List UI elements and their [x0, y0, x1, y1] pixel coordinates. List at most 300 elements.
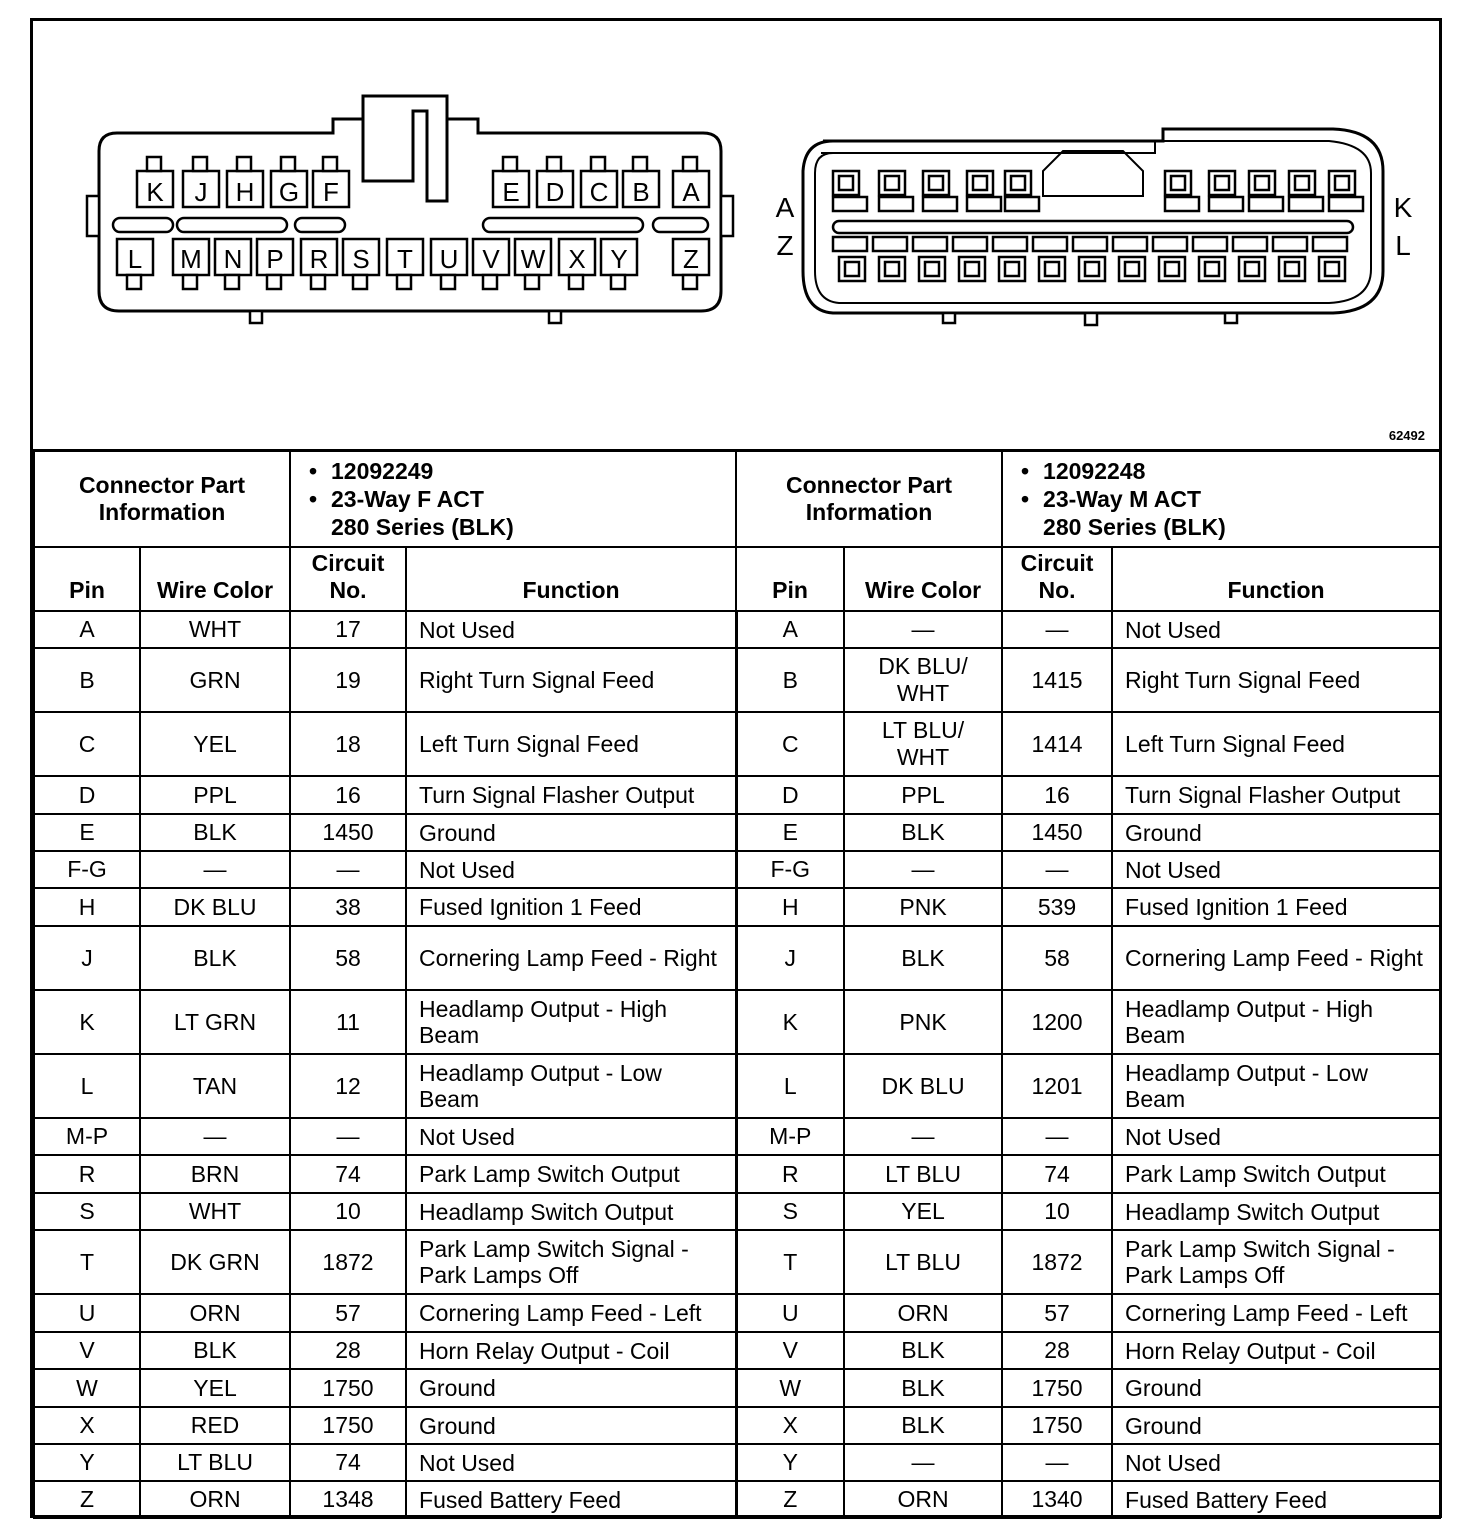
female-pin-latch	[611, 275, 625, 289]
connector-diagram	[33, 21, 1439, 452]
male-pin	[839, 176, 853, 190]
function-cell: Cornering Lamp Feed - Right	[406, 926, 736, 990]
function-cell: Not Used	[1112, 1444, 1440, 1481]
male-pin-slot	[1193, 237, 1227, 251]
circuit-cell: —	[1002, 611, 1112, 648]
wire-color-cell: BLK	[844, 1332, 1002, 1369]
table-row	[34, 851, 1440, 888]
pin-cell: M-P	[34, 1118, 140, 1155]
male-pin-slot	[993, 237, 1027, 251]
wire-color-cell: —	[844, 611, 1002, 648]
pin-cell: F-G	[34, 851, 140, 888]
divider-slot	[483, 218, 643, 232]
pin-cell: V	[736, 1332, 844, 1369]
table-row	[34, 1407, 1440, 1444]
right-part-info: • 12092248 • 23-Way M ACT 280 Series (BLK)	[1002, 450, 1440, 547]
circuit-cell: 1872	[1002, 1230, 1112, 1294]
table-row	[34, 814, 1440, 851]
function-cell: Headlamp Output - High Beam	[1112, 990, 1440, 1054]
wire-color-cell: —	[140, 851, 290, 888]
pin-cell: Z	[736, 1481, 844, 1518]
circuit-cell: 1201	[1002, 1054, 1112, 1118]
wire-color-cell: YEL	[844, 1193, 1002, 1230]
female-pin-latch	[525, 275, 539, 289]
wire-color-cell: DK BLU	[844, 1054, 1002, 1118]
male-pin	[1335, 176, 1349, 190]
circuit-cell: 1348	[290, 1481, 406, 1518]
divider-slot	[113, 218, 173, 232]
circuit-cell: 539	[1002, 888, 1112, 926]
circuit-cell: 17	[290, 611, 406, 648]
pin-label: E	[502, 177, 520, 207]
pin-label: K	[146, 177, 164, 207]
male-pin	[1255, 176, 1269, 190]
pin-cell: M-P	[736, 1118, 844, 1155]
pin-label: V	[482, 244, 500, 274]
pin-cell: D	[34, 776, 140, 814]
wire-color-cell: LT BLU/ WHT	[844, 712, 1002, 776]
connector-sheet	[30, 18, 1442, 1518]
function-cell: Fused Ignition 1 Feed	[1112, 888, 1440, 926]
table-row	[34, 990, 1440, 1054]
pin-label: J	[194, 177, 208, 207]
function-cell: Park Lamp Switch Signal - Park Lamps Off	[406, 1230, 736, 1294]
pin-label: W	[520, 244, 546, 274]
table-row	[34, 611, 1440, 648]
pin-label: B	[632, 177, 650, 207]
function-cell: Fused Battery Feed	[1112, 1481, 1440, 1518]
wire-color-cell: ORN	[140, 1481, 290, 1518]
left-part-info: • 12092249 • 23-Way F ACT 280 Series (BLK)	[290, 450, 736, 547]
col-circuit-left: Circuit No.	[290, 547, 406, 611]
female-pin-latch	[353, 275, 367, 289]
circuit-cell: 19	[290, 648, 406, 712]
function-cell: Park Lamp Switch Output	[406, 1155, 736, 1193]
function-cell: Not Used	[406, 1444, 736, 1481]
male-pin	[1205, 262, 1219, 276]
circuit-cell: —	[290, 851, 406, 888]
male-pin	[929, 176, 943, 190]
circuit-cell: 1750	[1002, 1369, 1112, 1407]
circuit-cell: 1750	[290, 1369, 406, 1407]
female-pin-latch	[311, 275, 325, 289]
wire-color-cell: LT BLU	[844, 1155, 1002, 1193]
function-cell: Left Turn Signal Feed	[1112, 712, 1440, 776]
pin-cell: E	[736, 814, 844, 851]
female-pin-latch	[237, 157, 251, 171]
function-cell: Fused Ignition 1 Feed	[406, 888, 736, 926]
col-wire-left: Wire Color	[140, 547, 290, 611]
circuit-cell: 1200	[1002, 990, 1112, 1054]
wire-color-cell: —	[844, 851, 1002, 888]
female-bottom-tab	[250, 311, 262, 323]
pin-cell: U	[34, 1294, 140, 1332]
pin-cell: Y	[736, 1444, 844, 1481]
female-pin-latch	[323, 157, 337, 171]
male-pin-slot	[913, 237, 947, 251]
wire-color-cell: —	[844, 1118, 1002, 1155]
function-cell: Park Lamp Switch Signal - Park Lamps Off	[1112, 1230, 1440, 1294]
male-pin-slot	[833, 237, 867, 251]
pin-cell: A	[736, 611, 844, 648]
male-pin-slot	[873, 237, 907, 251]
pin-cell: K	[34, 990, 140, 1054]
pin-cell: B	[736, 648, 844, 712]
pin-label: L	[127, 244, 143, 274]
pin-label: Z	[776, 230, 794, 261]
male-bottom-tab	[943, 313, 955, 323]
female-connector-latch	[363, 96, 447, 201]
circuit-cell: —	[1002, 1444, 1112, 1481]
circuit-cell: 1450	[290, 814, 406, 851]
male-pin-slot	[1329, 197, 1363, 211]
circuit-cell: 28	[1002, 1332, 1112, 1369]
function-cell: Cornering Lamp Feed - Left	[406, 1294, 736, 1332]
pin-cell: V	[34, 1332, 140, 1369]
male-pin-slot	[1233, 237, 1267, 251]
male-pin	[1171, 176, 1185, 190]
divider-slot	[833, 221, 1353, 233]
wire-color-cell: DK GRN	[140, 1230, 290, 1294]
pin-label: G	[278, 177, 300, 207]
right-part-number: 12092248	[1043, 458, 1146, 484]
male-pin-slot	[1113, 237, 1147, 251]
circuit-cell: 10	[1002, 1193, 1112, 1230]
circuit-cell: 1750	[290, 1407, 406, 1444]
circuit-cell: 1450	[1002, 814, 1112, 851]
male-pin	[1045, 262, 1059, 276]
function-cell: Not Used	[1112, 1118, 1440, 1155]
male-pin-slot	[1249, 197, 1283, 211]
female-pin-latch	[127, 275, 141, 289]
male-pin	[1085, 262, 1099, 276]
wire-color-cell: YEL	[140, 712, 290, 776]
pin-cell: L	[736, 1054, 844, 1118]
wire-color-cell: BRN	[140, 1155, 290, 1193]
pin-label: C	[589, 177, 609, 207]
pin-cell: D	[736, 776, 844, 814]
circuit-cell: 18	[290, 712, 406, 776]
left-series: 280 Series (BLK)	[331, 514, 514, 540]
wire-color-cell: LT BLU	[844, 1230, 1002, 1294]
wire-color-cell: —	[844, 1444, 1002, 1481]
pin-label: Y	[610, 244, 628, 274]
male-pin	[885, 176, 899, 190]
wire-color-cell: LT GRN	[140, 990, 290, 1054]
male-pin	[1011, 176, 1025, 190]
circuit-cell: 16	[290, 776, 406, 814]
pin-cell: H	[34, 888, 140, 926]
table-row	[34, 712, 1440, 776]
circuit-cell: 1872	[290, 1230, 406, 1294]
pin-label: N	[223, 244, 243, 274]
male-pin-slot	[1073, 237, 1107, 251]
circuit-cell: 16	[1002, 776, 1112, 814]
table-row	[34, 1118, 1440, 1155]
col-function-right: Function	[1112, 547, 1440, 611]
pin-label: K	[1393, 192, 1413, 223]
table-row	[34, 926, 1440, 990]
right-series: 280 Series (BLK)	[1043, 514, 1226, 540]
pin-cell: L	[34, 1054, 140, 1118]
female-pin-latch	[397, 275, 411, 289]
col-wire-right: Wire Color	[844, 547, 1002, 611]
pin-label: F	[323, 177, 339, 207]
circuit-cell: 57	[290, 1294, 406, 1332]
pin-label: S	[352, 244, 370, 274]
function-cell: Ground	[1112, 814, 1440, 851]
circuit-cell: 11	[290, 990, 406, 1054]
wire-color-cell: BLK	[140, 926, 290, 990]
female-pin-latch	[683, 275, 697, 289]
function-cell: Headlamp Switch Output	[1112, 1193, 1440, 1230]
pin-cell: J	[736, 926, 844, 990]
function-cell: Not Used	[1112, 851, 1440, 888]
pin-label: U	[439, 244, 459, 274]
pin-cell: T	[34, 1230, 140, 1294]
function-cell: Ground	[1112, 1407, 1440, 1444]
female-pin-latch	[683, 157, 697, 171]
table-row	[34, 1481, 1440, 1518]
pin-label: H	[235, 177, 255, 207]
pin-label: M	[180, 244, 202, 274]
table-row	[34, 648, 1440, 712]
function-cell: Turn Signal Flasher Output	[1112, 776, 1440, 814]
pin-label: Z	[683, 244, 699, 274]
pin-cell: H	[736, 888, 844, 926]
male-pin	[885, 262, 899, 276]
pin-cell: F-G	[736, 851, 844, 888]
pin-label: A	[682, 177, 700, 207]
female-side-tab	[721, 196, 733, 236]
function-cell: Headlamp Output - Low Beam	[1112, 1054, 1440, 1118]
pin-label: L	[1395, 230, 1411, 261]
male-pin	[1165, 262, 1179, 276]
circuit-cell: 28	[290, 1332, 406, 1369]
function-cell: Left Turn Signal Feed	[406, 712, 736, 776]
wire-color-cell: WHT	[140, 611, 290, 648]
function-cell: Cornering Lamp Feed - Right	[1112, 926, 1440, 990]
wire-color-cell: PNK	[844, 990, 1002, 1054]
male-pin	[1295, 176, 1309, 190]
table-row	[34, 1294, 1440, 1332]
wire-color-cell: BLK	[140, 1332, 290, 1369]
male-key-notch	[1043, 151, 1143, 196]
function-cell: Horn Relay Output - Coil	[406, 1332, 736, 1369]
male-pin	[1005, 262, 1019, 276]
table-row	[34, 1155, 1440, 1193]
function-cell: Horn Relay Output - Coil	[1112, 1332, 1440, 1369]
col-function-left: Function	[406, 547, 736, 611]
divider-slot	[295, 218, 345, 232]
col-circuit-right: Circuit No.	[1002, 547, 1112, 611]
connector-info-row	[34, 450, 1440, 547]
circuit-cell: 38	[290, 888, 406, 926]
table-row	[34, 1444, 1440, 1481]
function-cell: Ground	[1112, 1369, 1440, 1407]
pin-cell: K	[736, 990, 844, 1054]
circuit-cell: 12	[290, 1054, 406, 1118]
pin-cell: X	[736, 1407, 844, 1444]
wire-color-cell: PPL	[140, 776, 290, 814]
male-bottom-tab	[1085, 313, 1097, 325]
wire-color-cell: YEL	[140, 1369, 290, 1407]
function-cell: Cornering Lamp Feed - Left	[1112, 1294, 1440, 1332]
wire-color-cell: BLK	[844, 1369, 1002, 1407]
female-bottom-tab	[549, 311, 561, 323]
figure-number: 62492	[1388, 428, 1425, 443]
pin-cell: S	[736, 1193, 844, 1230]
pin-cell: Y	[34, 1444, 140, 1481]
wire-color-cell: PPL	[844, 776, 1002, 814]
male-pin-slot	[879, 197, 913, 211]
male-pin-slot	[1033, 237, 1067, 251]
male-pin-slot	[1153, 237, 1187, 251]
function-cell: Ground	[406, 814, 736, 851]
pin-label: P	[266, 244, 284, 274]
male-pin	[973, 176, 987, 190]
table-row	[34, 1369, 1440, 1407]
female-pin-latch	[267, 275, 281, 289]
male-pin-slot	[1165, 197, 1199, 211]
pin-cell: J	[34, 926, 140, 990]
wire-color-cell: ORN	[140, 1294, 290, 1332]
female-side-tab	[87, 196, 99, 236]
right-description: 23-Way M ACT	[1043, 486, 1202, 512]
wire-color-cell: PNK	[844, 888, 1002, 926]
female-pin-latch	[591, 157, 605, 171]
function-cell: Right Turn Signal Feed	[406, 648, 736, 712]
male-pin-slot	[923, 197, 957, 211]
circuit-cell: —	[290, 1118, 406, 1155]
wire-color-cell: BLK	[844, 1407, 1002, 1444]
function-cell: Not Used	[406, 1118, 736, 1155]
pin-label: A	[775, 192, 795, 223]
function-cell: Park Lamp Switch Output	[1112, 1155, 1440, 1193]
male-pin	[925, 262, 939, 276]
table-row	[34, 1332, 1440, 1369]
col-pin-right: Pin	[736, 547, 844, 611]
pin-label: D	[545, 177, 565, 207]
circuit-cell: 74	[290, 1444, 406, 1481]
divider-slot	[177, 218, 287, 232]
right-info-header: Connector Part Information	[736, 450, 1002, 547]
female-pin-latch	[147, 157, 161, 171]
wire-color-cell: ORN	[844, 1481, 1002, 1518]
wire-color-cell: —	[140, 1118, 290, 1155]
wire-color-cell: RED	[140, 1407, 290, 1444]
male-pin-slot	[1273, 237, 1307, 251]
pin-cell: X	[34, 1407, 140, 1444]
female-pin-latch	[183, 275, 197, 289]
male-pin-slot	[953, 237, 987, 251]
function-cell: Headlamp Output - High Beam	[406, 990, 736, 1054]
table-row	[34, 1054, 1440, 1118]
pin-cell: A	[34, 611, 140, 648]
circuit-cell: 1415	[1002, 648, 1112, 712]
table-row	[34, 776, 1440, 814]
pin-cell: B	[34, 648, 140, 712]
pin-label: R	[309, 244, 329, 274]
female-pin-latch	[193, 157, 207, 171]
female-pin-latch	[483, 275, 497, 289]
pin-cell: W	[736, 1369, 844, 1407]
male-pin	[1325, 262, 1339, 276]
function-cell: Headlamp Switch Output	[406, 1193, 736, 1230]
wire-color-cell: BLK	[140, 814, 290, 851]
wire-color-cell: DK BLU/ WHT	[844, 648, 1002, 712]
male-pin	[965, 262, 979, 276]
pinout-table	[33, 449, 1441, 1519]
female-pin-latch	[503, 157, 517, 171]
pin-cell: W	[34, 1369, 140, 1407]
wire-color-cell: BLK	[844, 814, 1002, 851]
table-row	[34, 888, 1440, 926]
function-cell: Not Used	[1112, 611, 1440, 648]
circuit-cell: 1750	[1002, 1407, 1112, 1444]
wire-color-cell: BLK	[844, 926, 1002, 990]
pin-cell: T	[736, 1230, 844, 1294]
function-cell: Not Used	[406, 851, 736, 888]
female-pin-latch	[633, 157, 647, 171]
male-pin	[1215, 176, 1229, 190]
male-pin	[1245, 262, 1259, 276]
pin-label: T	[397, 244, 413, 274]
divider-slot	[653, 218, 708, 232]
circuit-cell: 74	[1002, 1155, 1112, 1193]
function-cell: Headlamp Output - Low Beam	[406, 1054, 736, 1118]
column-header-row	[34, 547, 1440, 611]
circuit-cell: —	[1002, 1118, 1112, 1155]
table-row	[34, 1193, 1440, 1230]
connector-drawing	[33, 21, 1439, 449]
left-part-number: 12092249	[331, 458, 434, 484]
table-row	[34, 1230, 1440, 1294]
circuit-cell: 1340	[1002, 1481, 1112, 1518]
function-cell: Ground	[406, 1369, 736, 1407]
circuit-cell: 1414	[1002, 712, 1112, 776]
wire-color-cell: GRN	[140, 648, 290, 712]
function-cell: Turn Signal Flasher Output	[406, 776, 736, 814]
wire-color-cell: ORN	[844, 1294, 1002, 1332]
male-pin	[845, 262, 859, 276]
wire-color-cell: WHT	[140, 1193, 290, 1230]
wire-color-cell: DK BLU	[140, 888, 290, 926]
pin-cell: S	[34, 1193, 140, 1230]
wire-color-cell: TAN	[140, 1054, 290, 1118]
male-pin-slot	[833, 197, 867, 211]
male-pin-slot	[1289, 197, 1323, 211]
pin-cell: U	[736, 1294, 844, 1332]
circuit-cell: 74	[290, 1155, 406, 1193]
function-cell: Right Turn Signal Feed	[1112, 648, 1440, 712]
pin-cell: Z	[34, 1481, 140, 1518]
male-pin-slot	[1209, 197, 1243, 211]
left-description: 23-Way F ACT	[331, 486, 484, 512]
female-pin-latch	[281, 157, 295, 171]
pin-cell: C	[34, 712, 140, 776]
female-pin-latch	[441, 275, 455, 289]
pin-cell: R	[34, 1155, 140, 1193]
circuit-cell: —	[1002, 851, 1112, 888]
wire-color-cell: LT BLU	[140, 1444, 290, 1481]
female-pin-latch	[225, 275, 239, 289]
female-pin-latch	[569, 275, 583, 289]
male-pin-slot	[967, 197, 1001, 211]
left-info-header: Connector Part Information	[34, 450, 290, 547]
function-cell: Fused Battery Feed	[406, 1481, 736, 1518]
circuit-cell: 57	[1002, 1294, 1112, 1332]
